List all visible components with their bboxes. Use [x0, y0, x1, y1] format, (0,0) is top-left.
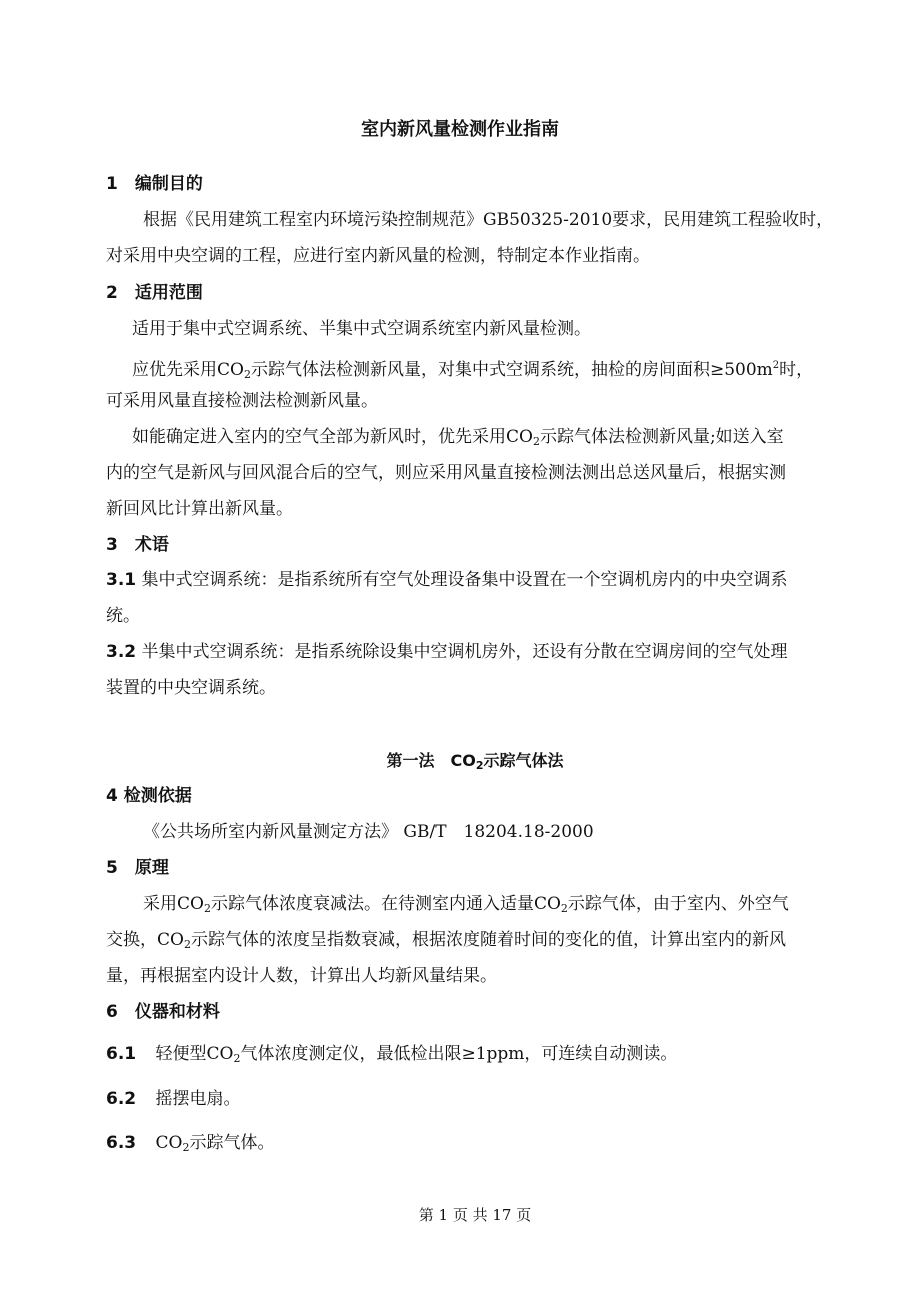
text-run: 示踪气体。 [189, 1133, 275, 1153]
term-3-1-line-1 [106, 568, 788, 592]
item-number: 6.1 [106, 1044, 137, 1064]
subscript: 2 [560, 902, 568, 915]
section-2-para-2-line-1 [132, 354, 813, 387]
section-4-para: 《公共场所室内新风量测定方法》 GB/T 18204.18-2000 [143, 822, 594, 842]
superscript: 2 [772, 360, 780, 371]
section-1-heading: 1 编制目的 [106, 174, 203, 194]
text-run: 示踪气体法检测新风量;如送入室 [539, 427, 784, 447]
section-2-para-3-line-1 [132, 425, 784, 454]
text-run: 时， [779, 360, 814, 380]
text-run: 气体浓度测定仪，最低检出限≥1ppm，可连续自动测读。 [240, 1044, 678, 1064]
section-1-para-line-1: 根据《民用建筑工程室内环境污染控制规范》GB50325-2010要求，民用建筑工程验收时， [143, 210, 834, 230]
term-3-1-line-2: 统。 [106, 606, 140, 626]
text-run: 示踪气体的浓度呈指数衰减，根据浓度随着时间的变化的值，计算出室内的新风 [190, 930, 786, 950]
text-run: 第一法 CO [386, 751, 476, 770]
term-number: 3.1 [106, 570, 137, 590]
section-2-para-1: 适用于集中式空调系统、半集中式空调系统室内新风量检测。 [132, 319, 591, 339]
item-number: 6.3 [106, 1133, 137, 1153]
section-2-para-3-line-3: 新回风比计算出新风量。 [106, 499, 293, 519]
section-5-heading: 5 原理 [106, 858, 169, 878]
section-4-heading: 4 检测依据 [106, 786, 192, 806]
item-6-3 [106, 1131, 274, 1160]
text-run: 示踪气体法 [483, 751, 564, 770]
text-run: 轻便型CO [155, 1044, 234, 1064]
page-number-footer: 第 1 页 共 17 页 [418, 1206, 532, 1224]
subscript: 2 [243, 368, 251, 381]
item-6-2 [106, 1087, 241, 1111]
subscript: 2 [475, 759, 484, 772]
text-run: 示踪气体浓度衰减法。在待测室内通入适量CO [210, 894, 561, 914]
text-run: 交换，CO [106, 930, 184, 950]
section-2-para-3-line-2: 内的空气是新风与回风混合后的空气，则应采用风量直接检测法测出总送风量后，根据实测 [106, 463, 786, 483]
section-2-para-2-line-2: 可采用风量直接检测法检测新风量。 [106, 391, 378, 411]
subscript: 2 [183, 938, 191, 951]
subscript: 2 [182, 1141, 190, 1154]
document-title: 室内新风量检测作业指南 [361, 119, 559, 140]
text-run: 示踪气体，由于室内、外空气 [567, 894, 789, 914]
section-5-para-line-1 [143, 892, 789, 921]
term-3-2-line-1 [106, 640, 788, 664]
section-5-para-line-2 [106, 928, 786, 957]
term-number: 3.2 [106, 642, 137, 662]
section-3-heading: 3 术语 [106, 535, 169, 555]
text-run: CO [155, 1133, 183, 1153]
section-2-heading: 2 适用范围 [106, 283, 203, 303]
subscript: 2 [233, 1052, 241, 1065]
text-run: 采用CO [143, 894, 204, 914]
method-1-title [0, 748, 920, 772]
section-5-para-line-3: 量，再根据室内设计人数，计算出人均新风量结果。 [106, 966, 497, 986]
term-3-2-line-2: 装置的中央空调系统。 [106, 678, 276, 698]
text-run: 示踪气体法检测新风量，对集中式空调系统，抽检的房间面积≥500m [250, 360, 773, 380]
section-1-para-line-2: 对采用中央空调的工程，应进行室内新风量的检测，特制定本作业指南。 [106, 246, 650, 266]
text-run: 集中式空调系统：是指系统所有空气处理设备集中设置在一个空调机房内的中央空调系 [141, 570, 788, 590]
text-run: 半集中式空调系统：是指系统除设集中空调机房外，还设有分散在空调房间的空气处理 [141, 642, 788, 662]
text-run: 如能确定进入室内的空气全部为新风时，优先采用CO [132, 427, 533, 447]
subscript: 2 [203, 902, 211, 915]
text-run: 应优先采用CO [132, 360, 244, 380]
item-number: 6.2 [106, 1089, 137, 1109]
section-6-heading: 6 仪器和材料 [106, 1002, 220, 1022]
item-6-1 [106, 1042, 677, 1071]
text-run: 摇摆电扇。 [155, 1089, 241, 1109]
subscript: 2 [532, 435, 540, 448]
